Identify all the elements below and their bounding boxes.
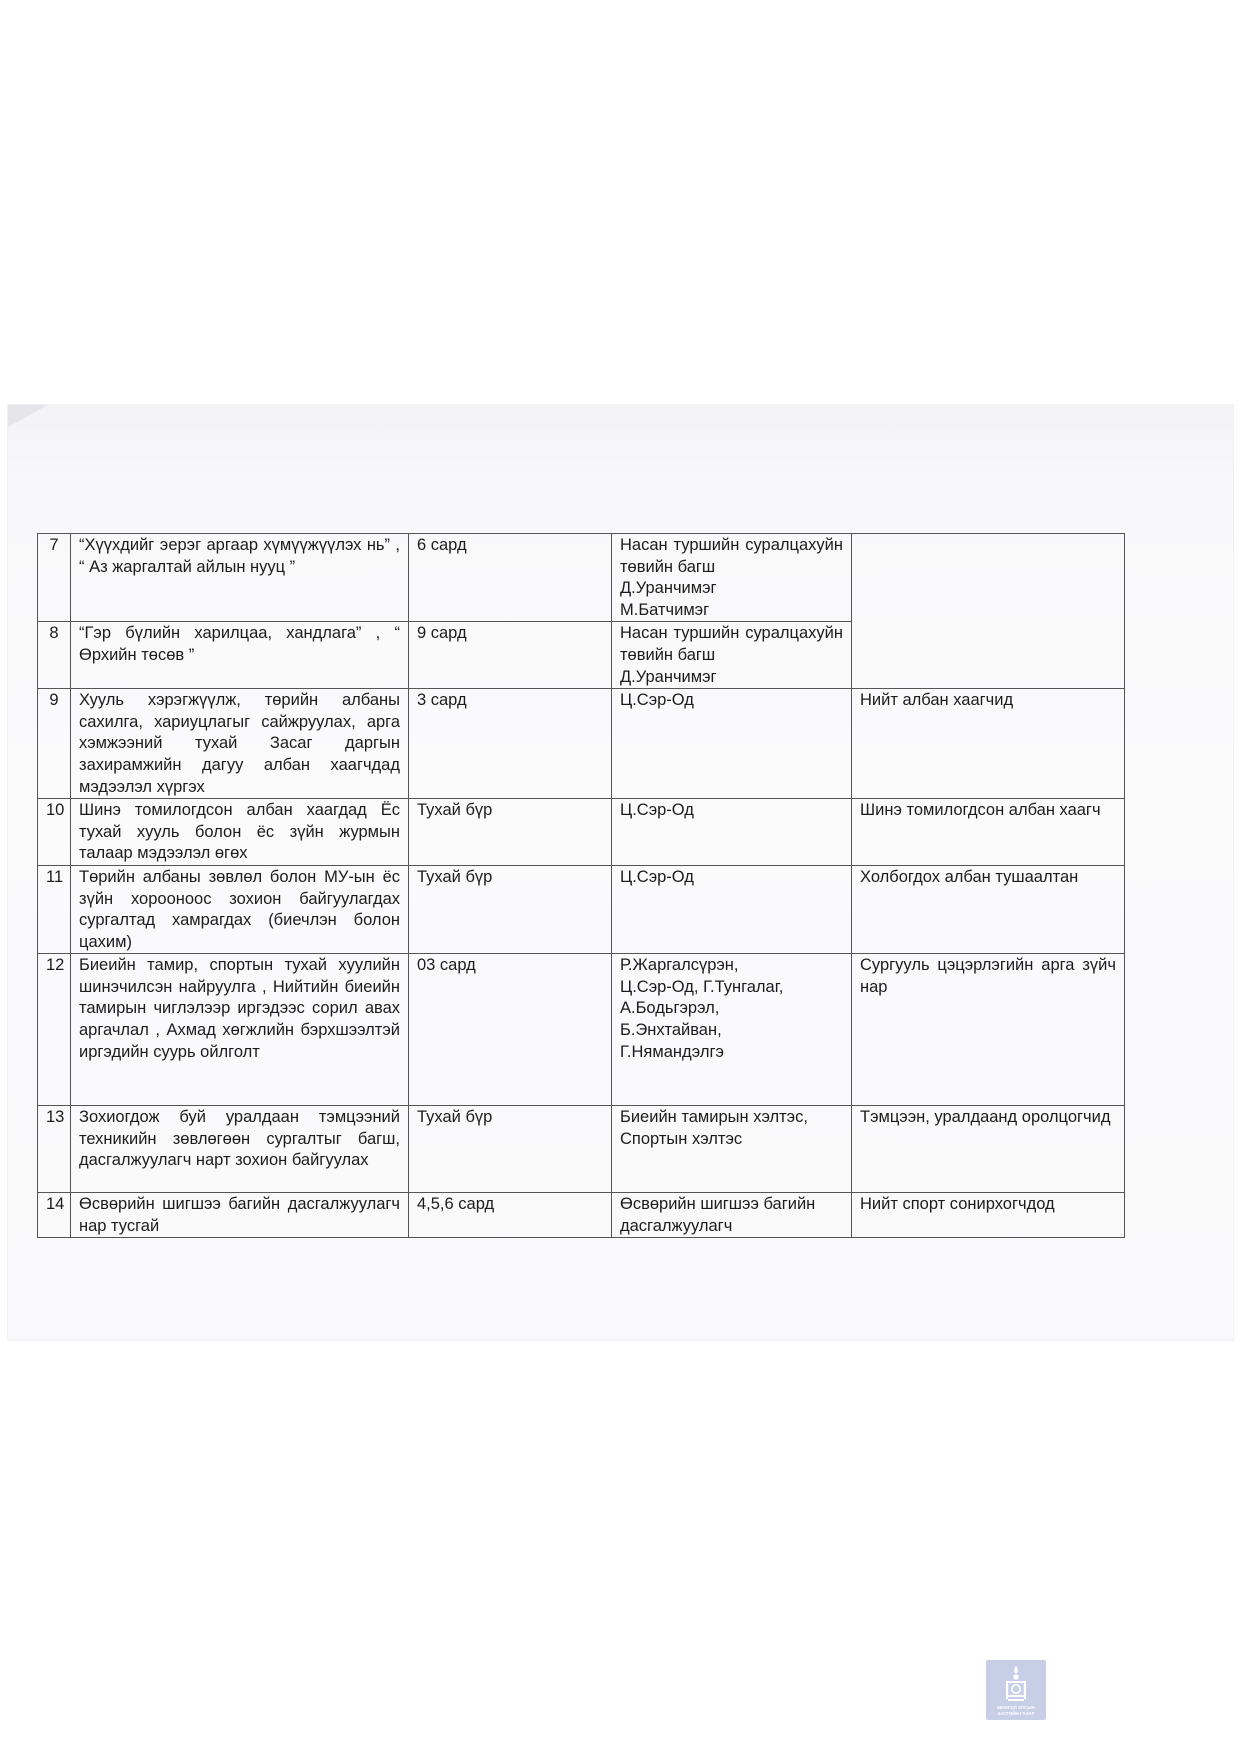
time-cell: Тухай бүр	[409, 1106, 612, 1193]
responsible-line: Насан туршийн суралцахуйн төвийн багш	[620, 536, 843, 576]
row-number: 11	[38, 865, 71, 953]
time-cell: Тухай бүр	[409, 865, 612, 953]
responsible-line: М.Батчимэг	[620, 600, 710, 619]
responsible-line: Ц.Сэр-Од	[620, 691, 694, 710]
event-cell: Өсвөрийн шигшээ багийн дасгалжуулагч нар тусгай	[71, 1193, 409, 1238]
target-cell: Тэмцээн, уралдаанд оролцогчид	[852, 1106, 1125, 1193]
row-number: 9	[38, 689, 71, 799]
responsible-line: А.Бодьгэрэл,	[620, 999, 720, 1018]
responsible-cell	[612, 689, 852, 799]
table-row	[38, 534, 1125, 622]
time-cell: 9 сард	[409, 622, 612, 689]
event-cell: “Хүүхдийг эерэг аргаар хүмүүжүүлэх нь” , “ Аз жаргалтай айлын нууц ”	[71, 534, 409, 622]
responsible-line: Биеийн тамирын хэлтэс, Спортын хэлтэс	[620, 1108, 808, 1148]
time-cell: Тухай бүр	[409, 799, 612, 866]
responsible-line: Өсвөрийн шигшээ багийн дасгалжуулагч	[620, 1195, 816, 1235]
event-cell: Хууль хэрэгжүүлж, төрийн албаны сахилга, хариуцлагыг сайжруулах, арга хэмжээний тухай Засаг даргын захирамжийн дагуу албан хаагчдад мэдээлэл хүргэх	[71, 689, 409, 799]
event-cell: Шинэ томилогдсон албан хаагдад Ёс тухай хууль болон ёс зүйн журмын талаар мэдээлэл өгөх	[71, 799, 409, 866]
table-row	[38, 1193, 1125, 1238]
table-row	[38, 799, 1125, 866]
responsible-line: Б.Энхтайван,	[620, 1021, 722, 1040]
target-cell: Шинэ томилогдсон албан хаагч	[852, 799, 1125, 866]
government-logo	[986, 1660, 1046, 1720]
row-number: 14	[38, 1193, 71, 1238]
responsible-line: Ц.Сэр-Од	[620, 867, 694, 886]
event-cell: “Гэр бүлийн харилцаа, хандлага” , “ Өрхийн төсөв ”	[71, 622, 409, 689]
responsible-line: Р.Жаргалсүрэн,	[620, 956, 739, 975]
time-cell: 6 сард	[409, 534, 612, 622]
responsible-cell	[612, 534, 852, 622]
responsible-cell	[612, 622, 852, 689]
row-number: 13	[38, 1106, 71, 1193]
table-row	[38, 689, 1125, 799]
event-cell: Биеийн тамир, спортын тухай хуулийн шинэчилсэн найруулга , Нийтийн биеийн тамирын чиглэлээр иргэдээс сорил авах аргачлал , Ахмад хөгжлийн бэрхшээлтэй иргэдийн суурь ойлголт	[71, 954, 409, 1106]
table-row	[38, 1106, 1125, 1193]
row-number: 12	[38, 954, 71, 1106]
row-number: 7	[38, 534, 71, 622]
responsible-cell	[612, 954, 852, 1106]
time-cell: 3 сард	[409, 689, 612, 799]
soyombo-icon	[1005, 1665, 1027, 1703]
responsible-cell	[612, 1193, 852, 1238]
target-cell: Нийт албан хаагчид	[852, 689, 1125, 799]
responsible-cell	[612, 799, 852, 866]
event-cell: Төрийн албаны зөвлөл болон МУ-ын ёс зүйн хорооноос зохион байгуулагдах сургалтад хамрагдах (биечлэн болон цахим)	[71, 865, 409, 953]
activity-table	[37, 533, 1125, 1238]
responsible-line: Ц.Сэр-Од	[620, 801, 694, 820]
event-cell: Зохиогдож буй уралдаан тэмцээний техникийн зөвлөгөөн сургалтыг багш, дасгалжуулагч нарт зохион байгуулах	[71, 1106, 409, 1193]
target-cell: Нийт спорт сонирхогчдод	[852, 1193, 1125, 1238]
time-cell: 03 сард	[409, 954, 612, 1106]
row-number: 10	[38, 799, 71, 866]
target-cell: Сургууль цэцэрлэгийн арга зүйч нар	[852, 954, 1125, 1106]
table-row	[38, 865, 1125, 953]
logo-caption: ЗАСГИЙН ГАЗАР	[997, 1711, 1035, 1716]
logo-caption: МОНГОЛ УЛСЫН	[997, 1705, 1035, 1710]
responsible-line: Г.Нямандэлгэ	[620, 1042, 724, 1061]
table-row	[38, 954, 1125, 1106]
responsible-line: Д.Уранчимэг	[620, 667, 717, 686]
responsible-line: Ц.Сэр-Од, Г.Тунгалаг,	[620, 977, 784, 996]
row-number: 8	[38, 622, 71, 689]
scan-fold	[8, 405, 48, 427]
responsible-line: Д.Уранчимэг	[620, 579, 717, 598]
target-cell	[852, 534, 1125, 689]
responsible-cell	[612, 865, 852, 953]
target-cell: Холбогдох албан тушаалтан	[852, 865, 1125, 953]
time-cell: 4,5,6 сард	[409, 1193, 612, 1238]
responsible-cell	[612, 1106, 852, 1193]
responsible-line: Насан туршийн суралцахуйн төвийн багш	[620, 624, 843, 664]
